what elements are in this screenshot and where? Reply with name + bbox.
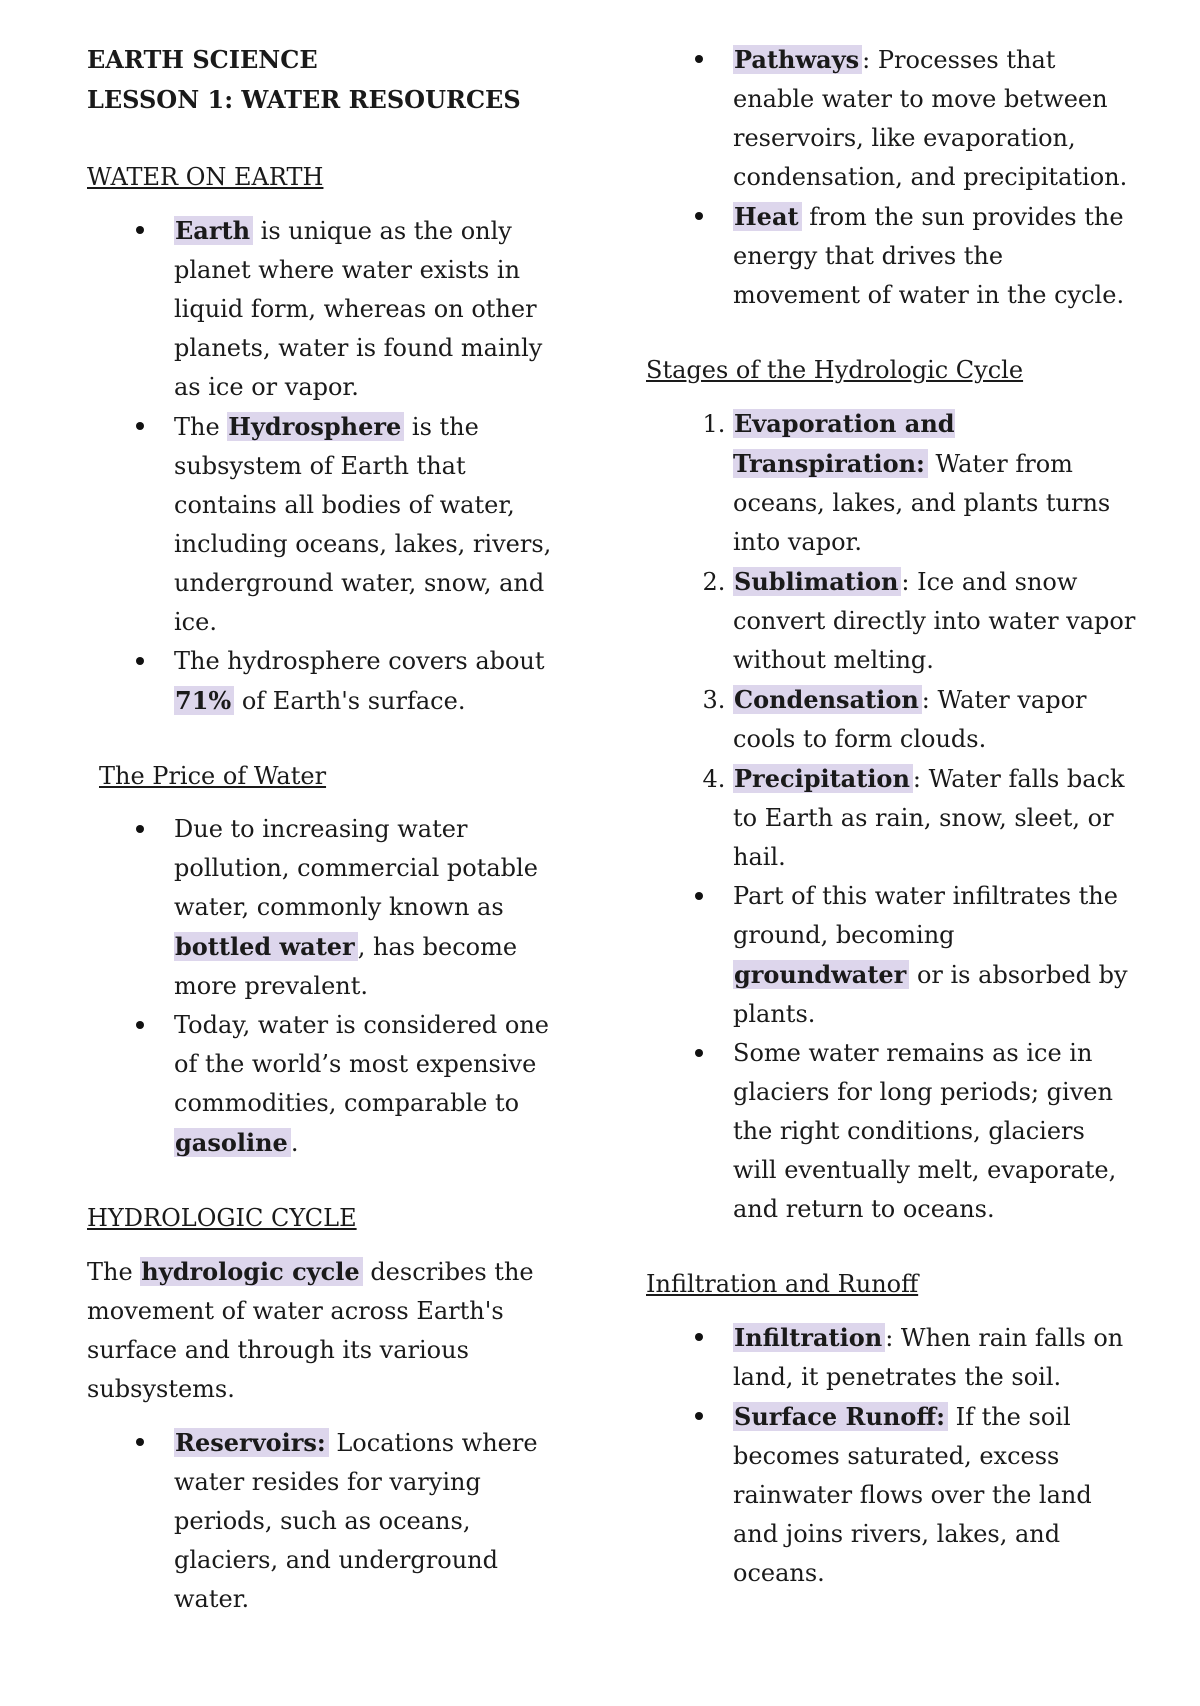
item-text: from the sun provides the energy that drives the movement of water in the cycle. bbox=[733, 203, 1125, 309]
item-prefix: Today, water is considered one of the world’s most expensive commodities, comparable to bbox=[174, 1011, 549, 1117]
highlighted-term: Reservoirs: bbox=[174, 1428, 329, 1457]
intro-text: describes the movement of water across Earth's surface and through its various subsystems. bbox=[87, 1258, 534, 1403]
item-text: . bbox=[290, 1129, 299, 1157]
item-text: Some water remains as ice in glaciers for long periods; given the right conditions, glaciers will eventually melt, evaporate, and return to oceans. bbox=[733, 1039, 1117, 1223]
list-item bbox=[174, 810, 567, 1006]
item-text: , has become more prevalent. bbox=[174, 933, 518, 1000]
stages-bullet-list bbox=[646, 877, 1136, 1229]
list-item bbox=[733, 877, 1136, 1034]
infiltration-list bbox=[646, 1318, 1136, 1593]
intro-prefix: The bbox=[87, 1258, 141, 1286]
course-title: EARTH SCIENCE bbox=[87, 45, 318, 74]
numbered-item bbox=[733, 404, 1136, 562]
section-heading-water-on-earth: WATER ON EARTH bbox=[87, 163, 324, 191]
highlighted-term: bottled water bbox=[174, 932, 358, 961]
right-column bbox=[646, 40, 1136, 1593]
highlighted-term: gasoline bbox=[174, 1128, 291, 1157]
lesson-title: LESSON 1: WATER RESOURCES bbox=[87, 85, 521, 114]
item-text: : When rain falls on land, it penetrates the soil. bbox=[733, 1324, 1124, 1391]
list-item bbox=[174, 407, 567, 642]
price-of-water-list bbox=[87, 810, 567, 1163]
numbered-item bbox=[733, 680, 1136, 759]
highlighted-term: Earth bbox=[174, 216, 253, 245]
numbered-item bbox=[733, 562, 1136, 680]
item-prefix: The hydrosphere covers about bbox=[174, 647, 545, 675]
section-heading-stages: Stages of the Hydrologic Cycle bbox=[646, 356, 1024, 384]
list-item bbox=[733, 1397, 1136, 1593]
hydrologic-cycle-intro bbox=[87, 1252, 567, 1409]
highlighted-term: Hydrosphere bbox=[227, 412, 404, 441]
list-item bbox=[174, 1006, 567, 1163]
hydrologic-cycle-list-right bbox=[646, 40, 1136, 315]
item-text: If the soil becomes saturated, excess rainwater flows over the land and joins rivers, lakes, and oceans. bbox=[733, 1403, 1092, 1587]
highlighted-term: Pathways bbox=[733, 45, 862, 74]
item-text: Water from oceans, lakes, and plants turns into vapor. bbox=[733, 450, 1111, 556]
highlighted-term: 71% bbox=[174, 686, 234, 715]
highlighted-term: groundwater bbox=[733, 960, 909, 989]
highlighted-term: Heat bbox=[733, 202, 802, 231]
list-item bbox=[174, 211, 567, 407]
section-heading-hydrologic-cycle: HYDROLOGIC CYCLE bbox=[87, 1204, 357, 1232]
item-text: : Water vapor cools to form clouds. bbox=[733, 686, 1087, 753]
highlighted-term: Infiltration bbox=[733, 1323, 885, 1352]
list-item bbox=[733, 1318, 1136, 1397]
item-text: Locations where water resides for varying periods, such as oceans, glaciers, and underground water. bbox=[174, 1429, 538, 1613]
water-on-earth-list bbox=[87, 211, 567, 721]
list-item bbox=[174, 642, 567, 721]
highlighted-term: hydrologic cycle bbox=[140, 1257, 362, 1286]
section-heading-price-of-water: The Price of Water bbox=[99, 762, 327, 790]
highlighted-term: Sublimation bbox=[733, 567, 901, 596]
item-prefix: The bbox=[174, 413, 228, 441]
item-text: of Earth's surface. bbox=[234, 687, 466, 715]
item-text: is the subsystem of Earth that contains all bodies of water, including oceans, lakes, rivers, underground water, snow, and ice. bbox=[174, 413, 552, 636]
highlighted-term: Surface Runoff: bbox=[733, 1402, 948, 1431]
item-text: : Ice and snow convert directly into water vapor without melting. bbox=[733, 568, 1136, 674]
highlighted-term: Precipitation bbox=[733, 764, 913, 793]
item-text: : Water falls back to Earth as rain, snow, sleet, or hail. bbox=[733, 765, 1125, 871]
hydrologic-cycle-list-left bbox=[87, 1423, 567, 1619]
list-item bbox=[174, 1423, 567, 1619]
list-item bbox=[733, 40, 1136, 197]
numbered-item bbox=[733, 759, 1136, 877]
highlighted-term: Condensation bbox=[733, 685, 922, 714]
left-column bbox=[87, 40, 567, 1619]
item-text: is unique as the only planet where water exists in liquid form, whereas on other planets, water is found mainly as ice or vapor. bbox=[174, 217, 543, 401]
section-heading-infiltration: Infiltration and Runoff bbox=[646, 1270, 919, 1298]
highlighted-term: Evaporation and Transpiration: bbox=[733, 409, 955, 478]
item-prefix: Part of this water infiltrates the ground, becoming bbox=[733, 882, 1118, 949]
stages-numbered-list bbox=[646, 404, 1136, 877]
item-prefix: Due to increasing water pollution, commercial potable water, commonly known as bbox=[174, 815, 538, 921]
item-text: or is absorbed by plants. bbox=[733, 961, 1128, 1028]
item-text: : Processes that enable water to move between reservoirs, like evaporation, condensation, and precipitation. bbox=[733, 46, 1128, 191]
list-item bbox=[733, 197, 1136, 315]
list-item bbox=[733, 1034, 1136, 1229]
